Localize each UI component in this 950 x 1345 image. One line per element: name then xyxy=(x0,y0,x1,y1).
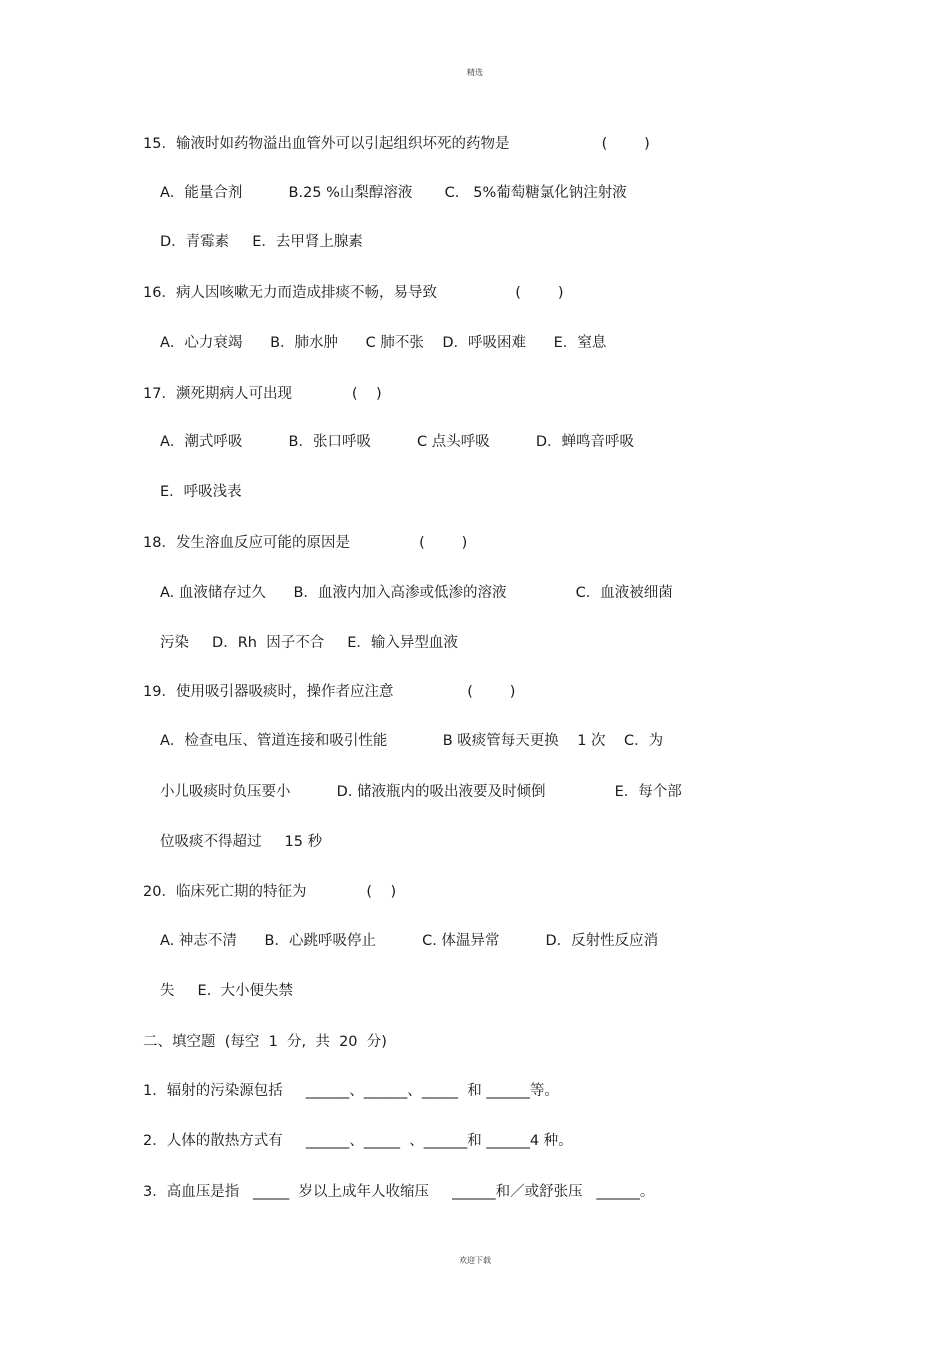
question-15-options-b: D．青霉素 E．去甲肾上腺素 xyxy=(160,234,363,250)
page-footer: 欢迎下载 xyxy=(459,1256,491,1265)
fill-in-question-1: 1．辐射的污染源包括 ______、______、_____ 和 ______等。 xyxy=(143,1083,559,1099)
question-17-options-a: A．潮式呼吸 B．张口呼吸 C 点头呼吸 D．蝉鸣音呼吸 xyxy=(160,434,635,450)
question-18: 18．发生溶血反应可能的原因是 ( ) xyxy=(143,535,468,551)
question-15-options-a: A．能量合剂 B.25 %山梨醇溶液 C. 5%葡萄糖氯化钠注射液 xyxy=(160,185,627,201)
question-20-options-a: A. 神志不清 B．心跳呼吸停止 C. 体温异常 D．反射性反应消 xyxy=(160,933,659,949)
section-fill-in-title: 二、填空题 (每空 1 分, 共 20 分) xyxy=(143,1034,387,1050)
question-17: 17．濒死期病人可出现 ( ) xyxy=(143,386,382,402)
question-19: 19．使用吸引器吸痰时，操作者应注意 ( ) xyxy=(143,684,516,700)
question-16-options: A．心力衰竭 B．肺水肿 C 肺不张 D．呼吸困难 E．窒息 xyxy=(160,335,607,351)
fill-in-question-3: 3．高血压是指 _____ 岁以上成年人收缩压 ______和／或舒张压 ______。 xyxy=(143,1184,655,1200)
page-header: 精选 xyxy=(467,68,483,77)
question-17-options-b: E．呼吸浅表 xyxy=(160,484,242,500)
question-16: 16．病人因咳嗽无力而造成排痰不畅，易导致 ( ) xyxy=(143,285,564,301)
fill-in-question-2: 2．人体的散热方式有 ______、_____ 、______和 ______4 种。 xyxy=(143,1133,573,1149)
question-19-options-c: 位吸痰不得超过 15 秒 xyxy=(160,834,323,850)
question-15: 15．输液时如药物溢出血管外可以引起组织坏死的药物是 ( ) xyxy=(143,136,650,152)
question-20-options-b: 失 E. 大小便失禁 xyxy=(160,983,294,999)
question-20: 20．临床死亡期的特征为 ( ) xyxy=(143,884,397,900)
question-18-options-b: 污染 D．Rh 因子不合 E．输入异型血液 xyxy=(160,635,458,651)
question-19-options-a: A．检查电压、管道连接和吸引性能 B 吸痰管每天更换 1 次 C．为 xyxy=(160,733,664,749)
question-18-options-a: A. 血液储存过久 B．血液内加入高渗或低渗的溶液 C．血液被细菌 xyxy=(160,585,673,601)
question-19-options-b: 小儿吸痰时负压要小 D. 储液瓶内的吸出液要及时倾倒 E．每个部 xyxy=(160,784,682,800)
